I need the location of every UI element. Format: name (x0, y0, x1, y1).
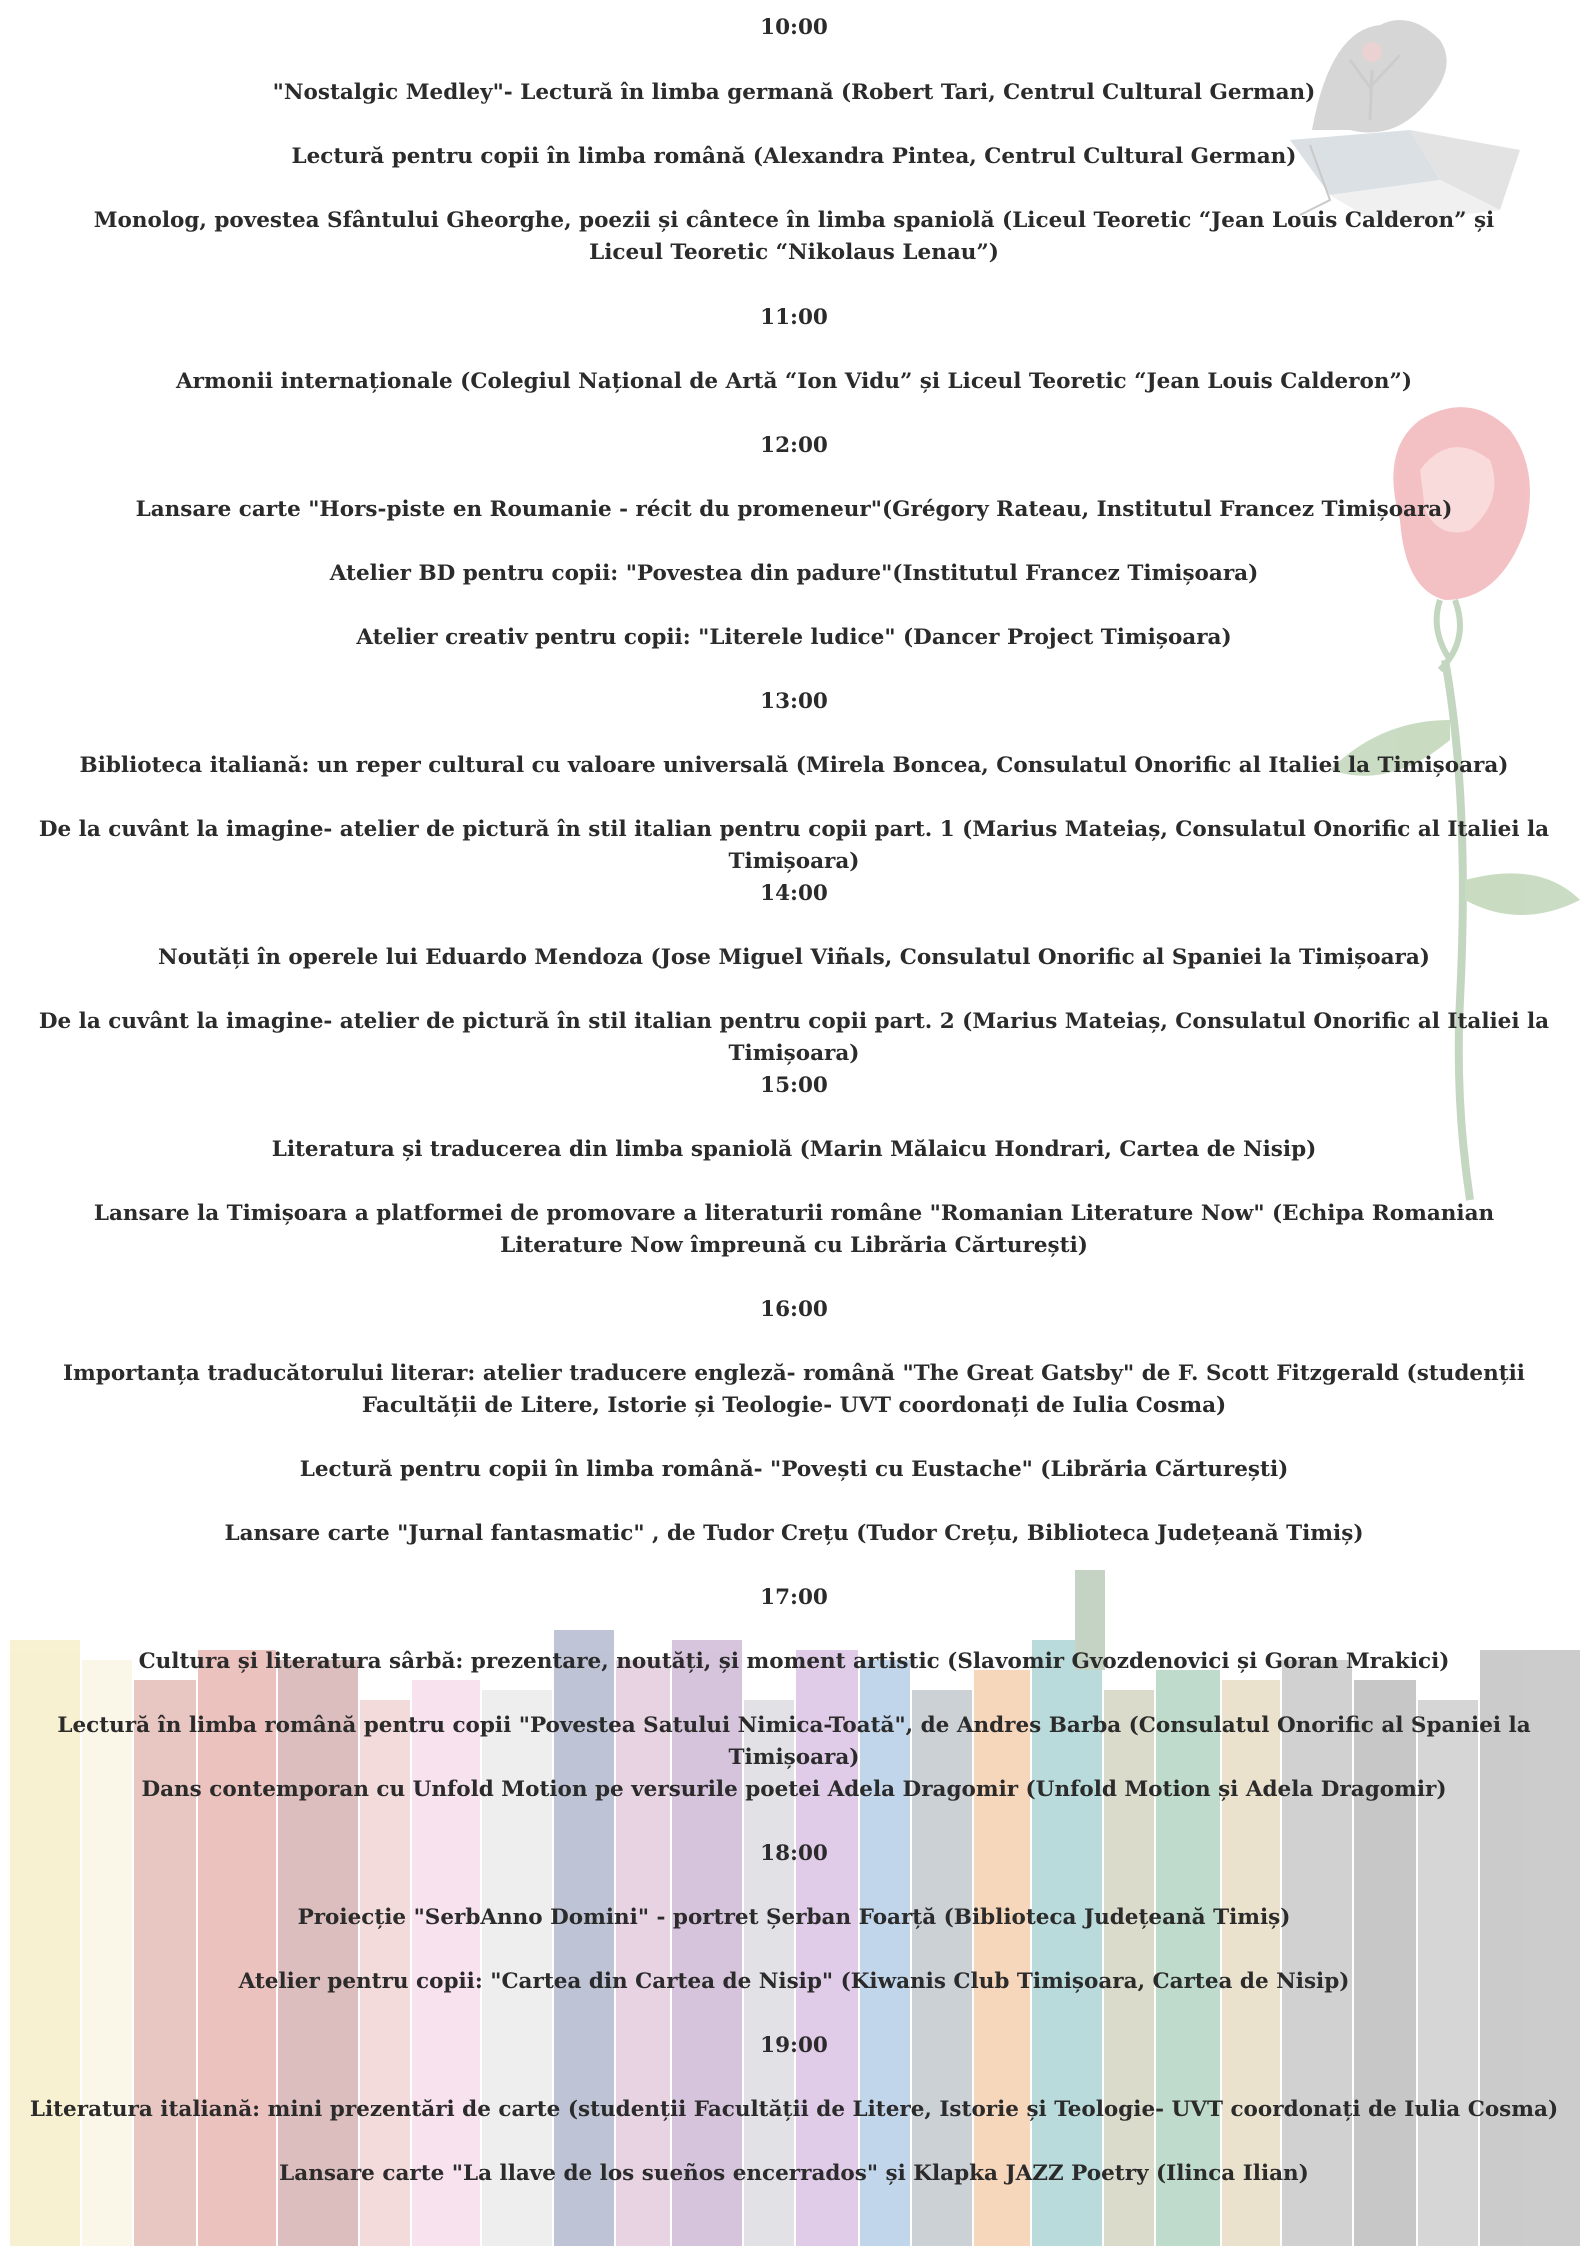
event-item: De la cuvânt la imagine- atelier de pictură în stil italian pentru copii part. 1 (Marius Mateiaș, Consulatul Onorific al Italiei la Timișoara) (38, 817, 1550, 874)
time-slot: 14:00 (760, 881, 828, 906)
event-item: Dans contemporan cu Unfold Motion pe versurile poetei Adela Dragomir (Unfold Motion și Adela Dragomir) (141, 1777, 1447, 1802)
event-item: Lectură în limba română pentru copii "Povestea Satului Nimica-Toată", de Andres Barba (Consulatul Onorific al Spaniei la Timișoara) (57, 1713, 1531, 1770)
time-slot: 19:00 (760, 2033, 828, 2058)
time-slot: 12:00 (760, 433, 828, 458)
time-slot: 17:00 (760, 1585, 828, 1610)
event-item: Literatura și traducerea din limba spaniolă (Marin Mălaicu Hondrari, Cartea de Nisip) (271, 1137, 1317, 1162)
event-item: Armonii internaționale (Colegiul Național de Artă “Ion Vidu” și Liceul Teoretic “Jean Louis Calderon”) (176, 369, 1412, 394)
event-item: Importanța traducătorului literar: atelier traducere engleză- română "The Great Gatsby" de F. Scott Fitzgerald (studenții Facultății de Litere, Istorie și Teologie- UVT coordonați de Iulia Cosma) (63, 1361, 1525, 1418)
event-item: Literatura italiană: mini prezentări de carte (studenții Facultății de Litere, Istorie și Teologie- UVT coordonați de Iulia Cosma) (29, 2097, 1559, 2122)
event-item: Lansare carte "La llave de los sueños encerrados" și Klapka JAZZ Poetry (Ilinca Ilian) (279, 2161, 1309, 2186)
time-slot: 13:00 (760, 689, 828, 714)
event-item: Atelier pentru copii: "Cartea din Cartea de Nisip" (Kiwanis Club Timișoara, Cartea de Nisip) (238, 1969, 1350, 1994)
event-item: Lansare carte "Hors-piste en Roumanie - récit du promeneur"(Grégory Rateau, Institutul Francez Timișoara) (135, 497, 1453, 522)
event-item: Monolog, povestea Sfântului Gheorghe, poezii și cântece în limba spaniolă (Liceul Teoretic “Jean Louis Calderon” și Liceul Teoretic “Nikolaus Lenau”) (93, 208, 1495, 265)
event-item: Atelier BD pentru copii: "Povestea din padure"(Institutul Francez Timișoara) (329, 561, 1259, 586)
event-item: Cultura și literatura sârbă: prezentare, noutăți, și moment artistic (Slavomir Gvozdenovici și Goran Mrakici) (138, 1649, 1450, 1674)
event-item: De la cuvânt la imagine- atelier de pictură în stil italian pentru copii part. 2 (Marius Mateiaș, Consulatul Onorific al Italiei la Timișoara) (38, 1009, 1550, 1066)
time-slot: 10:00 (760, 15, 828, 40)
event-item: Lansare la Timișoara a platformei de promovare a literaturii române "Romanian Literature Now" (Echipa Romanian Literature Now împreună cu Librăria Cărturești) (93, 1201, 1495, 1258)
time-slot: 15:00 (760, 1073, 828, 1098)
event-item: Lectură pentru copii în limba română- "Povești cu Eustache" (Librăria Cărturești) (299, 1457, 1289, 1482)
open-book-illustration (1290, 20, 1520, 225)
event-item: "Nostalgic Medley"- Lectură în limba germană (Robert Tari, Centrul Cultural German) (272, 80, 1316, 105)
event-item: Atelier creativ pentru copii: "Literele ludice" (Dancer Project Timișoara) (356, 625, 1232, 650)
time-slot: 18:00 (760, 1841, 828, 1866)
time-slot: 11:00 (760, 305, 828, 330)
event-item: Biblioteca italiană: un reper cultural cu valoare universală (Mirela Boncea, Consulatul Onorific al Italiei la Timișoara) (79, 753, 1509, 778)
event-item: Lectură pentru copii în limba română (Alexandra Pintea, Centrul Cultural German) (291, 144, 1297, 169)
event-item: Proiecție "SerbAnno Domini" - portret Șerban Foarță (Biblioteca Județeană Timiș) (297, 1905, 1291, 1930)
time-slot: 16:00 (760, 1297, 828, 1322)
event-item: Noutăți în operele lui Eduardo Mendoza (Jose Miguel Viñals, Consulatul Onorific al Spaniei la Timișoara) (158, 945, 1430, 970)
event-item: Lansare carte "Jurnal fantasmatic" , de Tudor Crețu (Tudor Crețu, Biblioteca Județeană Timiș) (224, 1521, 1364, 1546)
